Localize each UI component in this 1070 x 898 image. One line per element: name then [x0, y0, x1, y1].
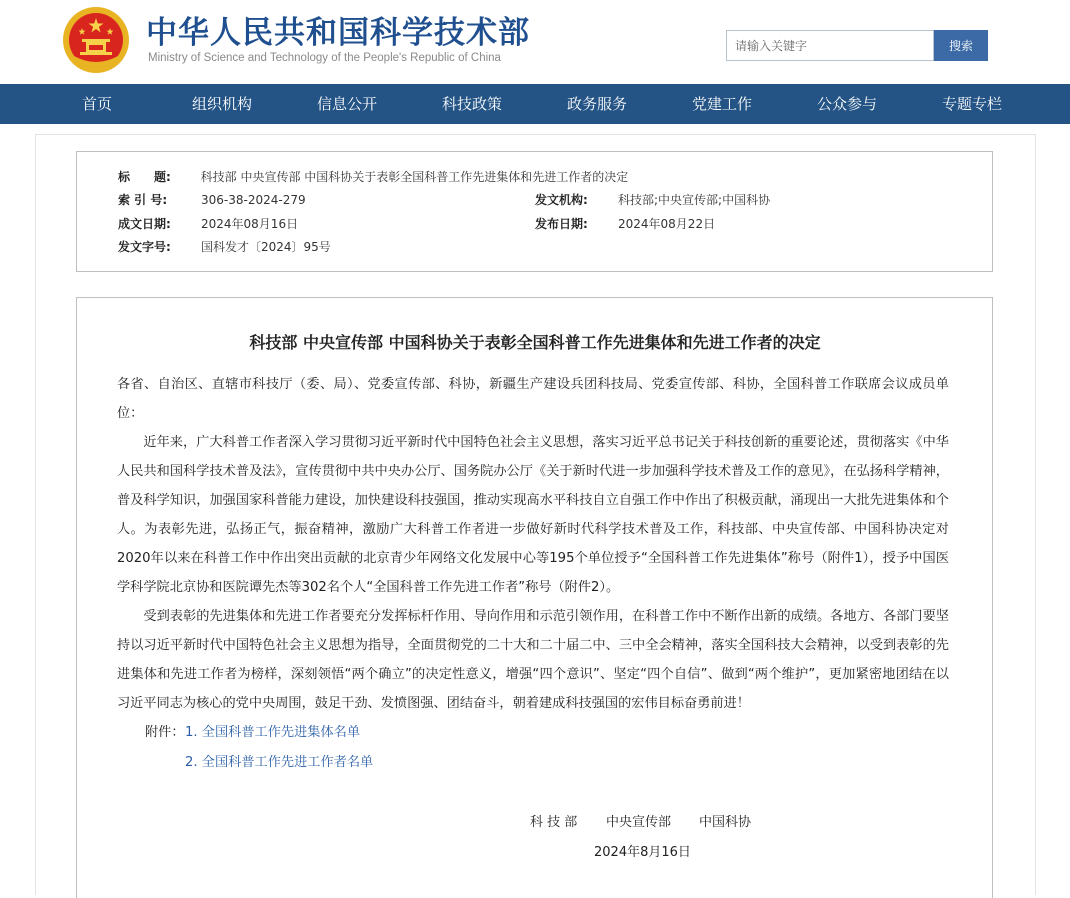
- meta-index-row: [118, 192, 306, 208]
- meta-title-row: [118, 169, 628, 185]
- meta-docno-row: [118, 239, 331, 255]
- meta-published-value: 2024年08月22日: [618, 217, 716, 231]
- document-paragraph-2: 受到表彰的先进集体和先进工作者要充分发挥标杆作用、导向作用和示范引领作用，在科普工作中不断作出新的成绩。各地方、各部门要坚持以习近平新时代中国特色社会主义思想为指导，全面贯彻党的二十大和二十届二中、三中全会精神，落实全国科技大会精神，以受到表彰的先进集体和先进工作者为榜样，深刻领悟“两个确立”的决定性意义，增强“四个意识”、坚定“四个自信”、做到“两个维护”，更加紧密地团结在以习近平同志为核心的党中央周围，鼓足干劲、发愤图强、团结奋斗，朝着建成科技强国的宏伟目标奋勇前进！: [117, 609, 949, 711]
- nav-item-party-building[interactable]: 党建工作: [692, 95, 753, 113]
- main-nav: [0, 84, 1070, 124]
- national-emblem-icon[interactable]: [62, 6, 130, 74]
- signer-most: 科 技 部: [530, 815, 578, 830]
- document-paragraph-1: 近年来，广大科普工作者深入学习贯彻习近平新时代中国特色社会主义思想，落实习近平总书记关于科技创新的重要论述，贯彻落实《中华人民共和国科学技术普及法》，宣传贯彻中共中央办公厅、国务院办公厅《关于新时代进一步加强科学技术普及工作的意见》，在弘扬科学精神，普及科学知识，加强国家科普能力建设，加快建设科技强国，推动实现高水平科技自立自强工作中作出了积极贡献，涌现出一大批先进集体和个人。为表彰先进，弘扬正气，振奋精神，激励广大科普工作者进一步做好新时代科学技术普及工作，科技部、中央宣传部、中国科协决定对2020年以来在科普工作中作出突出贡献的北京青少年网络文化发展中心等195个单位授予“全国科普工作先进集体”称号（附件1），授予中国医学科学院北京协和医院谭先杰等302名个人“全国科普工作先进工作者”称号（附件2）。: [117, 435, 949, 595]
- nav-item-services[interactable]: 政务服务: [567, 95, 628, 113]
- meta-title-key: 标 题:: [118, 170, 171, 184]
- nav-item-public-participation[interactable]: 公众参与: [817, 95, 878, 113]
- signing-date: 2024年8月16日: [594, 845, 691, 860]
- meta-issuer-key: 发文机构:: [535, 193, 588, 207]
- meta-created-value: 2024年08月16日: [201, 217, 299, 231]
- search-button[interactable]: 搜索: [934, 30, 988, 61]
- meta-created-row: [118, 216, 299, 232]
- signer-cast: 中国科协: [699, 815, 752, 830]
- meta-published-key: 发布日期:: [535, 217, 588, 231]
- meta-published-row: [535, 216, 716, 232]
- meta-issuer-value: 科技部;中央宣传部;中国科协: [618, 193, 771, 207]
- document-salutation: 各省、自治区、直辖市科技厅（委、局）、党委宣传部、科协，新疆生产建设兵团科技局、党委宣传部、科协，全国科普工作联席会议成员单位：: [117, 377, 949, 421]
- document-title: 科技部 中央宣传部 中国科协关于表彰全国科普工作先进集体和先进工作者的决定: [249, 333, 821, 352]
- meta-title-value: 科技部 中央宣传部 中国科协关于表彰全国科普工作先进集体和先进工作者的决定: [200, 170, 629, 184]
- site-header: [0, 0, 1070, 84]
- search-input[interactable]: [726, 30, 934, 61]
- meta-index-key: 索 引 号:: [118, 193, 168, 207]
- nav-item-info-disclosure[interactable]: 信息公开: [317, 95, 378, 113]
- meta-created-key: 成文日期:: [118, 217, 171, 231]
- nav-item-special-topics[interactable]: 专题专栏: [942, 95, 1003, 113]
- attachments-label: 附件：: [145, 725, 185, 740]
- meta-docno-key: 发文字号:: [118, 240, 171, 254]
- attachment-link-1[interactable]: 1. 全国科普工作先进集体名单: [185, 725, 361, 740]
- site-subtitle: Ministry of Science and Technology of the People's Republic of China: [148, 52, 501, 64]
- signer-publicity-dept: 中央宣传部: [606, 815, 672, 830]
- nav-item-organization[interactable]: 组织机构: [192, 95, 253, 113]
- nav-item-policy[interactable]: 科技政策: [442, 95, 503, 113]
- nav-item-home[interactable]: 首页: [82, 95, 113, 113]
- site-title[interactable]: 中华人民共和国科学技术部: [146, 15, 530, 51]
- meta-docno-value: 国科发才〔2024〕95号: [201, 240, 331, 254]
- attachment-link-2[interactable]: 2. 全国科普工作先进工作者名单: [185, 755, 374, 770]
- meta-issuer-row: [535, 192, 771, 208]
- meta-index-value: 306-38-2024-279: [201, 193, 306, 207]
